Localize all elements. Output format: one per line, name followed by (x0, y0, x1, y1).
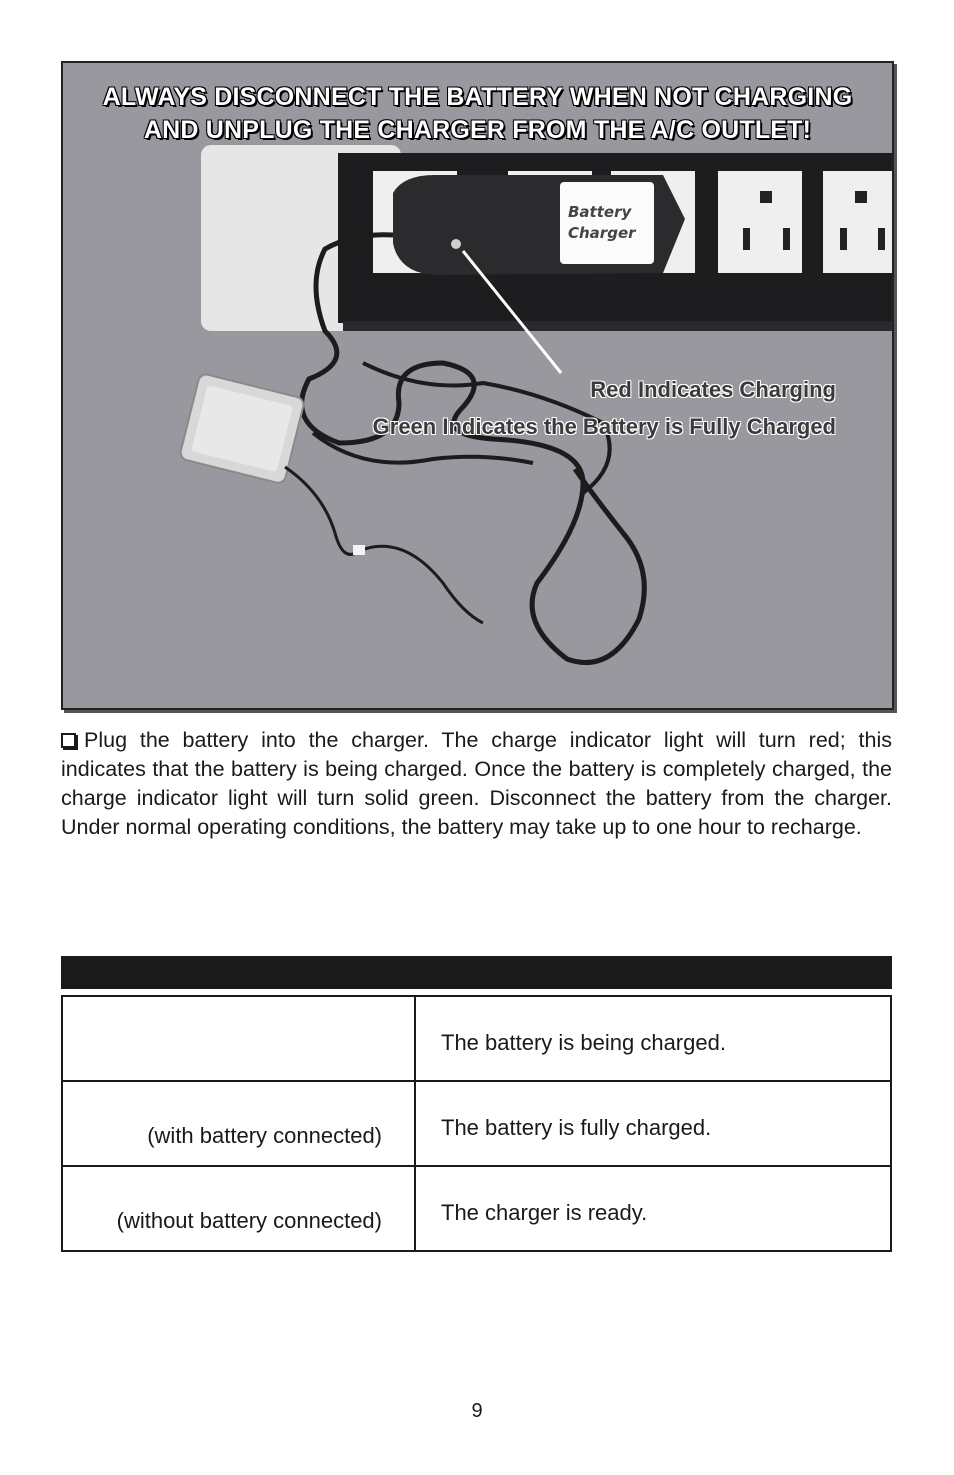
callout-red-charging: Red Indicates Charging (590, 377, 836, 402)
callout-green-charged: Green Indicates the Battery is Fully Charged (372, 414, 836, 439)
table-row (62, 1081, 891, 1166)
meaning-cell: The battery is being charged. (415, 996, 891, 1081)
table-header-bar (61, 956, 892, 989)
page-number: 9 (471, 1400, 483, 1422)
warning-banner (63, 81, 892, 147)
warning-line-2: AND UNPLUG THE CHARGER FROM THE A/C OUTLET! (143, 116, 812, 144)
checkbox-icon (61, 733, 76, 748)
meaning-cell: The charger is ready. (415, 1166, 891, 1251)
indicator-cell: (without battery connected) (62, 1166, 415, 1251)
charger-label (560, 182, 654, 264)
table-row (62, 1166, 891, 1251)
indicator-cell: (with battery connected) (62, 1081, 415, 1166)
instruction-paragraph (61, 726, 892, 842)
indicator-cell (62, 996, 415, 1081)
instruction-text: Plug the battery into the charger. The charge indicator light will turn red; this indicates that the battery is being charged. Once the battery is completely charged, the charge indicator light will turn solid green. Disconnect the battery from the charger. Under normal operating conditions, the battery may take up to one hour to recharge. (61, 728, 892, 839)
charging-photo (61, 61, 894, 710)
charger-label-line-1: Battery (568, 203, 632, 221)
warning-line-1: ALWAYS DISCONNECT THE BATTERY WHEN NOT CHARGING (102, 83, 853, 111)
meaning-cell: The battery is fully charged. (415, 1081, 891, 1166)
charger-label-line-2: Charger (568, 224, 636, 242)
charge-status-table (61, 995, 892, 1252)
table-row (62, 996, 891, 1081)
